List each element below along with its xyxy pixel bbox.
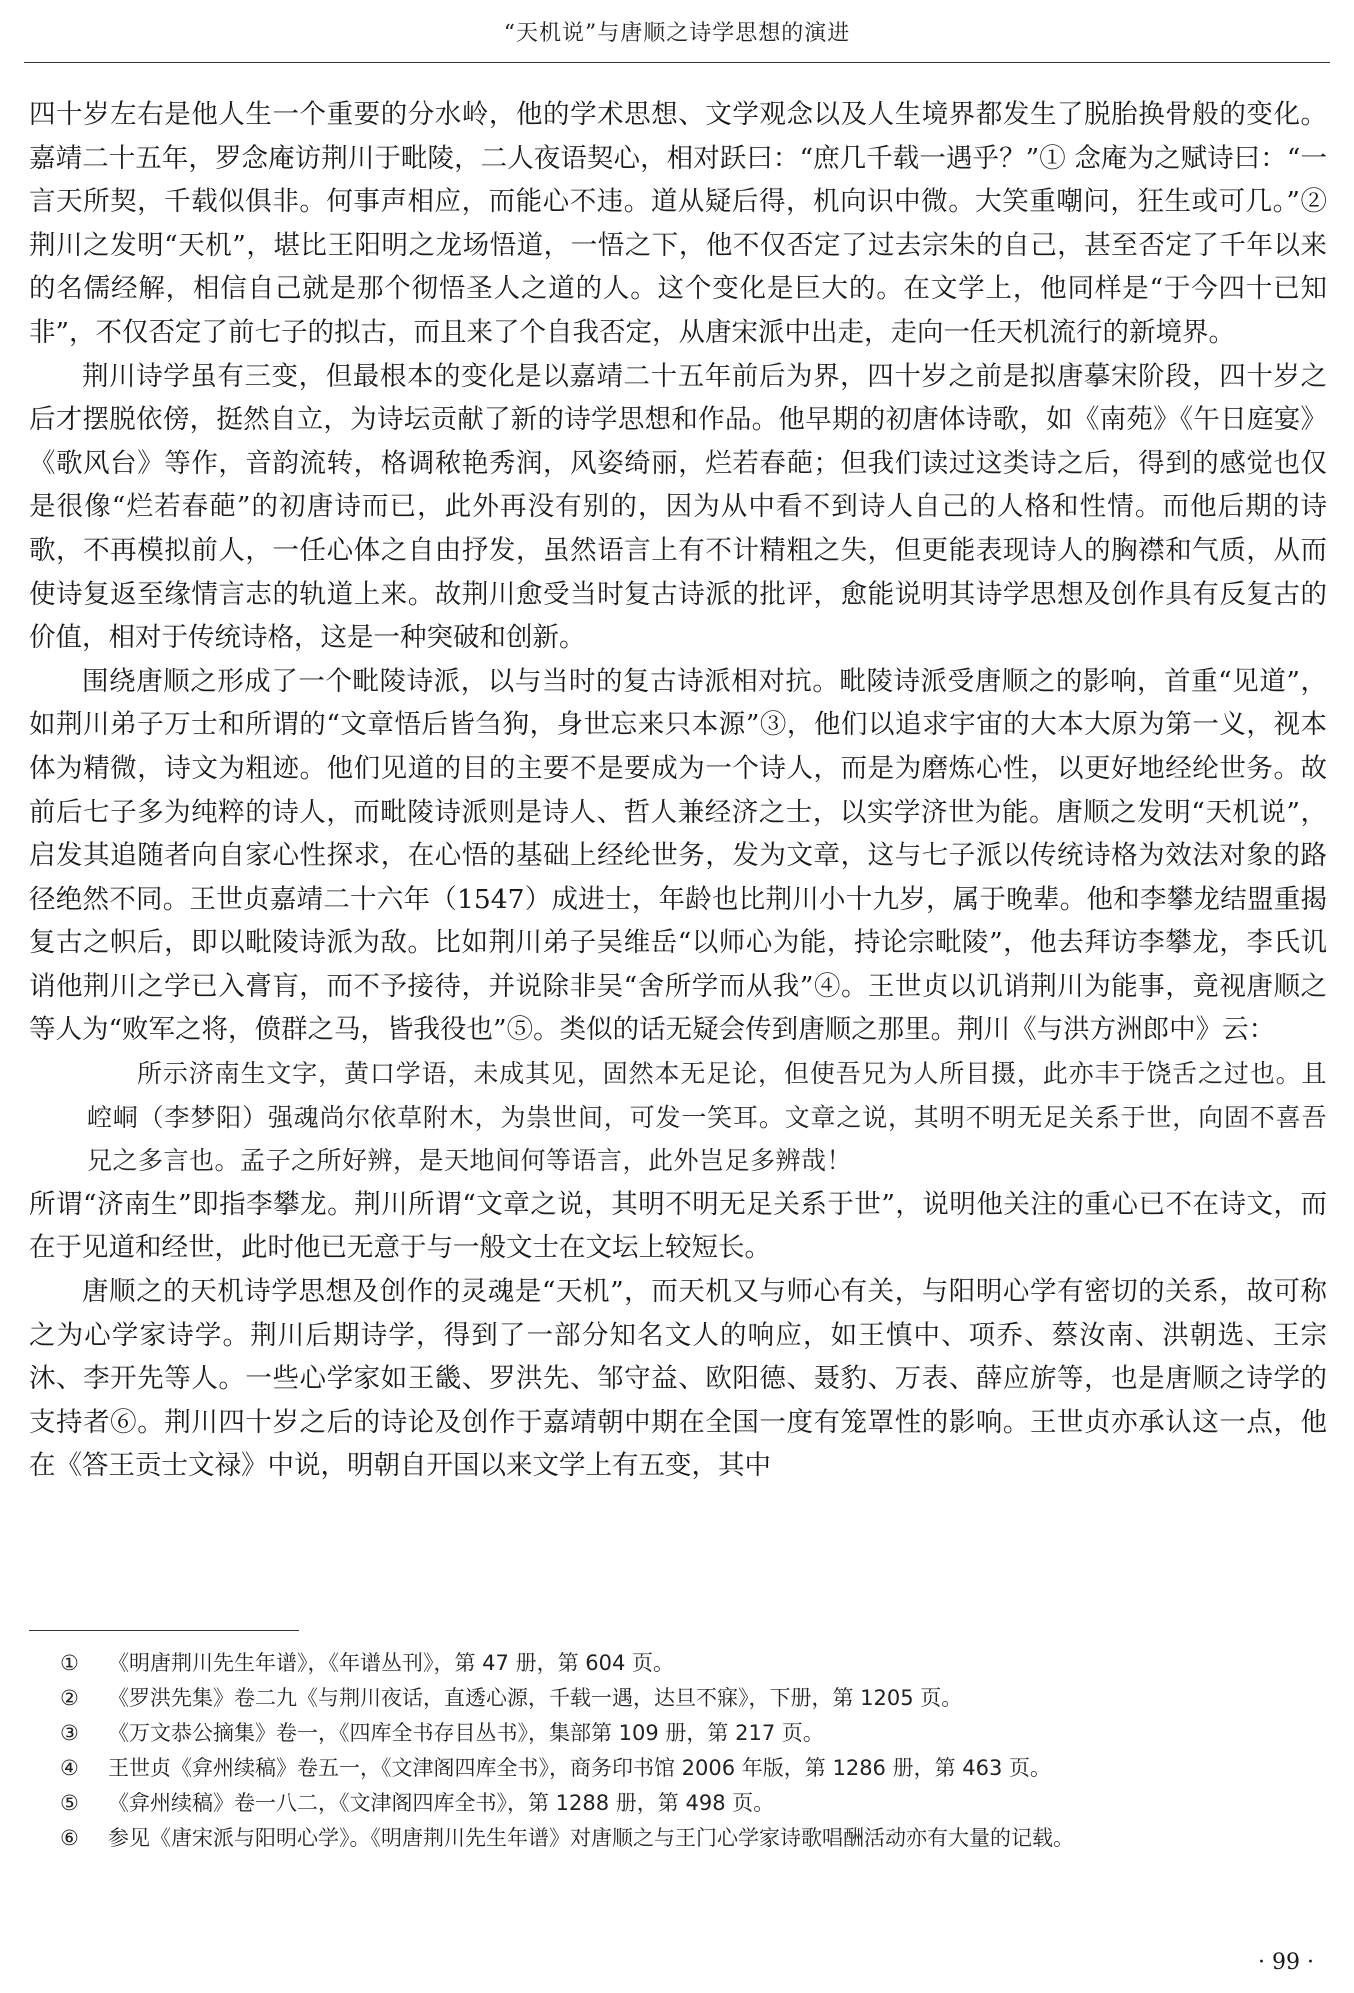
block-quote: 所示济南生文字，黄口学语，未成其见，固然本无足论，但使吾兄为人所目摄，此亦丰于饶舌之过也。且崆峒（李梦阳）强魂尚尔依草附木，为祟世间，可发一笑耳。文章之说，其明不明无足关系于世，向固不喜吾兄之多言也。孟子之所好辨，是天地间何等语言，此外岂足多辨哉！ [87,1059,1327,1176]
footnote-text: 王世贞《弇州续稿》卷五一，《文津阁四库全书》，商务印书馆 2006 年版，第 1286 册，第 463 页。 [108,1756,1052,1780]
page-number: · 99 · [1258,1950,1314,1975]
footnote-text: 参见《唐宋派与阳明心学》。《明唐荆川先生年谱》对唐顺之与王门心学家诗歌唱酬活动亦有大量的记载。 [108,1826,1074,1850]
body-paragraph-3: 围绕唐顺之形成了一个毗陵诗派，以与当时的复古诗派相对抗。毗陵诗派受唐顺之的影响，首重“见道”，如荆川弟子万士和所谓的“文章悟后皆刍狗，身世忘来只本源”③，他们以追求宇宙的大本大原为第一义，视本体为精微，诗文为粗迹。他们见道的目的主要不是要成为一个诗人，而是为磨炼心性，以更好地经纶世务。故前后七子多为纯粹的诗人，而毗陵诗派则是诗人、哲人兼经济之士，以实学济世为能。唐顺之发明“天机说”，启发其追随者向自家心性探求，在心悟的基础上经纶世务，发为文章，这与七子派以传统诗格为效法对象的路径绝然不同。王世贞嘉靖二十六年（1547）成进士，年龄也比荆川小十九岁，属于晚辈。他和李攀龙结盟重揭复古之帜后，即以毗陵诗派为敌。比如荆川弟子吴维岳“以师心为能，持论宗毗陵”，他去拜访李攀龙，李氏讥诮他荆川之学已入膏肓，而不予接待，并说除非吴“舍所学而从我”④。王世贞以讥诮荆川为能事，竟视唐顺之等人为“败军之将，偾群之马，皆我役也”⑤。类似的话无疑会传到唐顺之那里。荆川《与洪方洲郎中》云： [29,665,1327,1046]
footnote-mark: ⑤ [60,1791,79,1815]
footnote-2 [60,1681,1320,1716]
footnote-mark: ④ [60,1756,79,1780]
footnote-text: 《罗洪先集》卷二九《与荆川夜话，直透心源，千载一遇，达旦不寐》，下册，第 1205 页。 [108,1686,963,1710]
body-paragraph-1: 四十岁左右是他人生一个重要的分水岭，他的学术思想、文学观念以及人生境界都发生了脱胎换骨般的变化。嘉靖二十五年，罗念庵访荆川于毗陵，二人夜语契心，相对跃曰：“庶几千载一遇乎？”① 念庵为之赋诗曰：“一言天所契，千载似俱非。何事声相应，而能心不违。道从疑后得，机向识中微。大笑重嘲问，狂生或可几。”② 荆川之发明“天机”，堪比王阳明之龙场悟道，一悟之下，他不仅否定了过去宗朱的自己，甚至否定了千年以来的名儒经解，相信自己就是那个彻悟圣人之道的人。这个变化是巨大的。在文学上，他同样是“于今四十已知非”，不仅否定了前七子的拟古，而且来了个自我否定，从唐宋派中出走，走向一任天机流行的新境界。 [29,99,1327,348]
body-paragraph-final: 唐顺之的天机诗学思想及创作的灵魂是“天机”，而天机又与师心有关，与阳明心学有密切的关系，故可称之为心学家诗学。荆川后期诗学，得到了一部分知名文人的响应，如王慎中、项乔、蔡汝南、洪朝选、王宗沐、李开先等人。一些心学家如王畿、罗洪先、邹守益、欧阳德、聂豹、万表、薛应旂等，也是唐顺之诗学的支持者⑥。荆川四十岁之后的诗论及创作于嘉靖朝中期在全国一度有笼罩性的影响。王世贞亦承认这一点，他在《答王贡士文禄》中说，明朝自开国以来文学上有五变，其中 [29,1276,1327,1482]
header-divider [24,62,1330,63]
footnote-5 [60,1786,1320,1821]
footnote-text: 《万文恭公摘集》卷一，《四库全书存目丛书》，集部第 109 册，第 217 页。 [108,1721,824,1745]
footnote-1 [60,1646,1320,1681]
footnote-mark: ① [60,1651,79,1675]
footnote-mark: ③ [60,1721,79,1745]
body-paragraph-2: 荆川诗学虽有三变，但最根本的变化是以嘉靖二十五年前后为界，四十岁之前是拟唐摹宋阶段，四十岁之后才摆脱依傍，挺然自立，为诗坛贡献了新的诗学思想和作品。他早期的初唐体诗歌，如《南苑》《午日庭宴》《歌风台》等作，音韵流转，格调秾艳秀润，风姿绮丽，烂若春葩；但我们读过这类诗之后，得到的感觉也仅是很像“烂若春葩”的初唐诗而已，此外再没有别的，因为从中看不到诗人自己的人格和性情。而他后期的诗歌，不再模拟前人，一任心体之自由抒发，虽然语言上有不计精粗之失，但更能表现诗人的胸襟和气质，从而使诗复返至缘情言志的轨道上来。故荆川愈受当时复古诗派的批评，愈能说明其诗学思想及创作具有反复古的价值，相对于传统诗格，这是一种突破和创新。 [29,360,1327,654]
footnote-text: 《弇州续稿》卷一八二，《文津阁四库全书》，第 1288 册，第 498 页。 [108,1791,775,1815]
footnote-text: 《明唐荆川先生年谱》，《年谱丛刊》，第 47 册，第 604 页。 [108,1651,675,1675]
footnote-mark: ② [60,1686,79,1710]
article-body [29,93,1327,1488]
footnote-6 [60,1821,1320,1856]
footnotes [60,1646,1320,1856]
footnote-divider [29,1630,299,1631]
body-paragraph-after-quote: 所谓“济南生”即指李攀龙。荆川所谓“文章之说，其明不明无足关系于世”，说明他关注的重心已不在诗文，而在于见道和经世，此时他已无意于与一般文士在文坛上较短长。 [29,1188,1327,1264]
running-head: “天机说”与唐顺之诗学思想的演进 [503,21,851,46]
footnote-mark: ⑥ [60,1826,79,1850]
footnote-3 [60,1716,1320,1751]
footnote-4 [60,1751,1320,1786]
